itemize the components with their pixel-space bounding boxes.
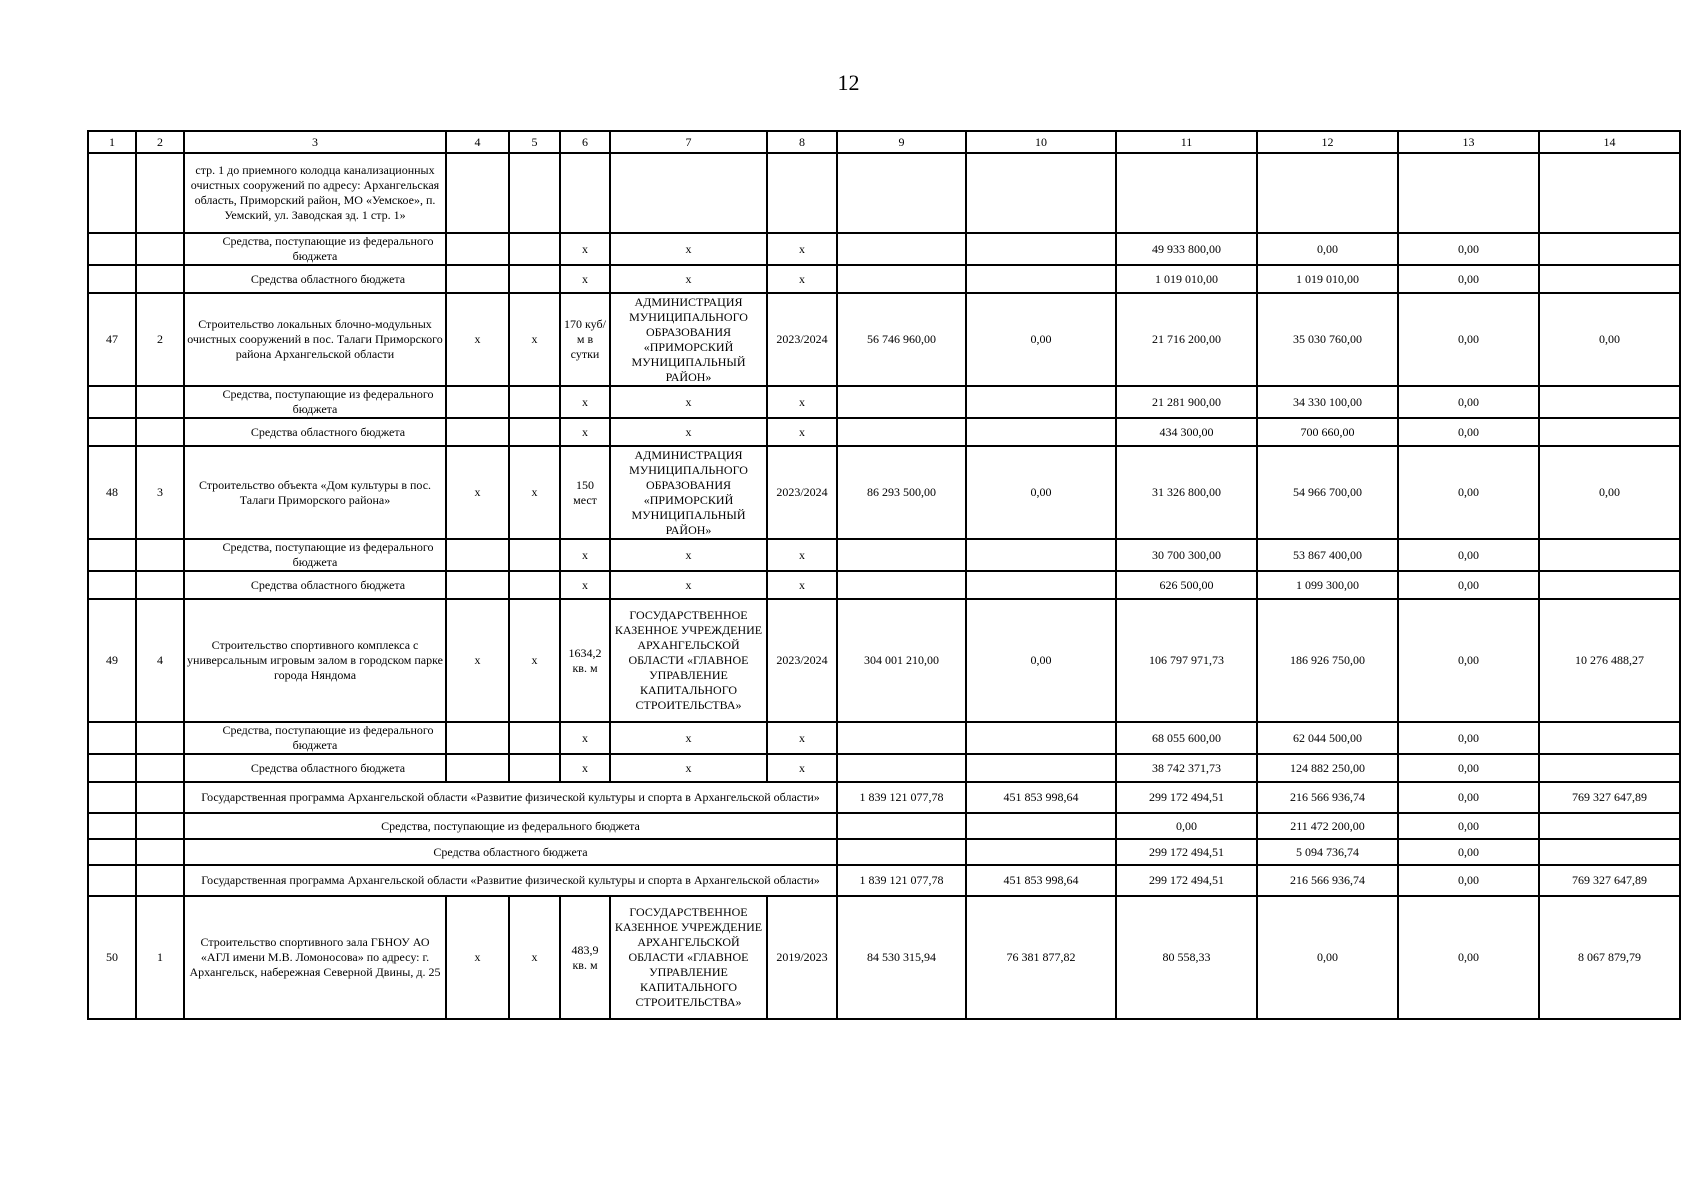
cell-col-4	[446, 571, 509, 599]
cell-col-13: 0,00	[1398, 813, 1539, 839]
column-header: 6	[560, 131, 610, 153]
cell-col-14: 8 067 879,79	[1539, 896, 1680, 1019]
cell-col-11: 80 558,33	[1116, 896, 1257, 1019]
cell-col-9: 304 001 210,00	[837, 599, 966, 722]
cell-col-10	[966, 386, 1116, 418]
cell-col-11: 21 281 900,00	[1116, 386, 1257, 418]
cell-col-14: 769 327 647,89	[1539, 782, 1680, 813]
cell-col-1	[88, 865, 136, 896]
cell-col-13: 0,00	[1398, 539, 1539, 571]
cell-col-5	[509, 265, 560, 293]
cell-col-5	[509, 418, 560, 446]
cell-col-1	[88, 782, 136, 813]
cell-col-12: 35 030 760,00	[1257, 293, 1398, 386]
cell-col-5	[509, 233, 560, 265]
table-row-source	[88, 386, 1680, 418]
cell-col-13: 0,00	[1398, 896, 1539, 1019]
cell-col-7: х	[610, 265, 767, 293]
cell-col-3: Государственная программа Архангельской области «Развитие физической культуры и спорта в Архангельской области»	[184, 865, 837, 896]
cell-col-1	[88, 722, 136, 754]
cell-col-1	[88, 153, 136, 233]
cell-col-2	[136, 865, 184, 896]
cell-col-6: х	[560, 754, 610, 782]
cell-col-10	[966, 754, 1116, 782]
cell-col-3: Средства областного бюджета	[184, 571, 446, 599]
cell-col-7: х	[610, 386, 767, 418]
cell-col-3: Строительство спортивного зала ГБНОУ АО «АГЛ имени М.В. Ломоносова» по адресу: г. Архангельск, набережная Северной Двины, д. 25	[184, 896, 446, 1019]
cell-col-1: 47	[88, 293, 136, 386]
cell-col-2	[136, 539, 184, 571]
table-row-source	[88, 265, 1680, 293]
table-row-source	[88, 722, 1680, 754]
cell-col-4	[446, 418, 509, 446]
cell-col-11: 30 700 300,00	[1116, 539, 1257, 571]
cell-col-14	[1539, 813, 1680, 839]
cell-col-11: 299 172 494,51	[1116, 782, 1257, 813]
cell-col-13	[1398, 153, 1539, 233]
cell-col-7	[610, 153, 767, 233]
cell-col-13: 0,00	[1398, 839, 1539, 865]
cell-col-3: стр. 1 до приемного колодца канализационных очистных сооружений по адресу: Архангельская область, Приморский район, МО «Уемское», п. Уемский, ул. Заводская зд. 1 стр. 1»	[184, 153, 446, 233]
cell-col-9	[837, 839, 966, 865]
column-header: 12	[1257, 131, 1398, 153]
cell-col-11: 68 055 600,00	[1116, 722, 1257, 754]
cell-col-14: 10 276 488,27	[1539, 599, 1680, 722]
cell-col-7: ГОСУДАРСТВЕННОЕ КАЗЕННОЕ УЧРЕЖДЕНИЕ АРХАНГЕЛЬСКОЙ ОБЛАСТИ «ГЛАВНОЕ УПРАВЛЕНИЕ КАПИТАЛЬНОГО СТРОИТЕЛЬСТВА»	[610, 599, 767, 722]
cell-col-13: 0,00	[1398, 418, 1539, 446]
cell-col-10	[966, 153, 1116, 233]
cell-col-11: 626 500,00	[1116, 571, 1257, 599]
cell-col-5: х	[509, 599, 560, 722]
cell-col-6: 170 куб/м в сутки	[560, 293, 610, 386]
cell-col-12: 54 966 700,00	[1257, 446, 1398, 539]
cell-col-6: х	[560, 386, 610, 418]
cell-col-11: 31 326 800,00	[1116, 446, 1257, 539]
table-body	[88, 131, 1680, 1019]
cell-col-14	[1539, 418, 1680, 446]
cell-col-14: 0,00	[1539, 293, 1680, 386]
cell-col-3: Строительство локальных блочно-модульных очистных сооружений в пос. Талаги Приморского района Архангельской области	[184, 293, 446, 386]
cell-col-10: 0,00	[966, 293, 1116, 386]
cell-col-12: 1 019 010,00	[1257, 265, 1398, 293]
cell-col-12	[1257, 153, 1398, 233]
cell-col-12: 1 099 300,00	[1257, 571, 1398, 599]
cell-col-10	[966, 418, 1116, 446]
cell-col-11: 299 172 494,51	[1116, 865, 1257, 896]
cell-col-3: Средства, поступающие из федерального бюджета	[184, 722, 446, 754]
cell-col-13: 0,00	[1398, 386, 1539, 418]
column-header: 5	[509, 131, 560, 153]
cell-col-2	[136, 722, 184, 754]
cell-col-2	[136, 233, 184, 265]
cell-col-4	[446, 265, 509, 293]
cell-col-1	[88, 813, 136, 839]
cell-col-11: 21 716 200,00	[1116, 293, 1257, 386]
cell-col-2	[136, 265, 184, 293]
cell-col-8: х	[767, 754, 837, 782]
cell-col-5: х	[509, 293, 560, 386]
cell-col-13: 0,00	[1398, 233, 1539, 265]
cell-col-10	[966, 233, 1116, 265]
cell-col-11: 1 019 010,00	[1116, 265, 1257, 293]
page-number: 12	[837, 70, 860, 95]
cell-col-9: 84 530 315,94	[837, 896, 966, 1019]
cell-col-13: 0,00	[1398, 446, 1539, 539]
cell-col-9	[837, 386, 966, 418]
cell-col-7: х	[610, 539, 767, 571]
cell-col-13: 0,00	[1398, 722, 1539, 754]
cell-col-6	[560, 153, 610, 233]
column-header: 9	[837, 131, 966, 153]
cell-col-14	[1539, 722, 1680, 754]
cell-col-2	[136, 571, 184, 599]
cell-col-3: Средства областного бюджета	[184, 839, 837, 865]
cell-col-8: х	[767, 233, 837, 265]
cell-col-8: х	[767, 418, 837, 446]
cell-col-4	[446, 153, 509, 233]
cell-col-13: 0,00	[1398, 571, 1539, 599]
cell-col-14	[1539, 754, 1680, 782]
budget-table	[87, 130, 1681, 1020]
cell-col-10: 76 381 877,82	[966, 896, 1116, 1019]
cell-col-1	[88, 839, 136, 865]
cell-col-10: 451 853 998,64	[966, 782, 1116, 813]
cell-col-4: х	[446, 446, 509, 539]
cell-col-7: АДМИНИСТРАЦИЯ МУНИЦИПАЛЬНОГО ОБРАЗОВАНИЯ «ПРИМОРСКИЙ МУНИЦИПАЛЬНЫЙ РАЙОН»	[610, 446, 767, 539]
cell-col-3: Средства, поступающие из федерального бюджета	[184, 813, 837, 839]
table-row-program	[88, 782, 1680, 813]
table-row-continuation	[88, 153, 1680, 233]
cell-col-10	[966, 539, 1116, 571]
cell-col-12: 34 330 100,00	[1257, 386, 1398, 418]
table-row-source	[88, 233, 1680, 265]
cell-col-12: 5 094 736,74	[1257, 839, 1398, 865]
cell-col-5	[509, 571, 560, 599]
cell-col-12: 216 566 936,74	[1257, 865, 1398, 896]
cell-col-3: Строительство объекта «Дом культуры в пос. Талаги Приморского района»	[184, 446, 446, 539]
cell-col-4: х	[446, 599, 509, 722]
cell-col-12: 700 660,00	[1257, 418, 1398, 446]
cell-col-10: 451 853 998,64	[966, 865, 1116, 896]
cell-col-8	[767, 153, 837, 233]
cell-col-1	[88, 539, 136, 571]
cell-col-6: х	[560, 233, 610, 265]
cell-col-6: 150 мест	[560, 446, 610, 539]
cell-col-2: 2	[136, 293, 184, 386]
table-row-object	[88, 896, 1680, 1019]
cell-col-14	[1539, 153, 1680, 233]
cell-col-10	[966, 813, 1116, 839]
column-header: 8	[767, 131, 837, 153]
cell-col-6: х	[560, 539, 610, 571]
cell-col-13: 0,00	[1398, 754, 1539, 782]
cell-col-12: 0,00	[1257, 233, 1398, 265]
cell-col-12: 53 867 400,00	[1257, 539, 1398, 571]
cell-col-10	[966, 722, 1116, 754]
column-header: 2	[136, 131, 184, 153]
cell-col-2: 3	[136, 446, 184, 539]
cell-col-6: 483,9 кв. м	[560, 896, 610, 1019]
cell-col-5	[509, 754, 560, 782]
cell-col-2	[136, 839, 184, 865]
cell-col-5	[509, 539, 560, 571]
cell-col-1: 48	[88, 446, 136, 539]
cell-col-14	[1539, 265, 1680, 293]
cell-col-7: ГОСУДАРСТВЕННОЕ КАЗЕННОЕ УЧРЕЖДЕНИЕ АРХАНГЕЛЬСКОЙ ОБЛАСТИ «ГЛАВНОЕ УПРАВЛЕНИЕ КАПИТАЛЬНОГО СТРОИТЕЛЬСТВА»	[610, 896, 767, 1019]
cell-col-14	[1539, 839, 1680, 865]
cell-col-5	[509, 722, 560, 754]
cell-col-3: Средства, поступающие из федерального бюджета	[184, 233, 446, 265]
cell-col-9	[837, 539, 966, 571]
cell-col-12: 62 044 500,00	[1257, 722, 1398, 754]
cell-col-8: х	[767, 539, 837, 571]
column-header: 3	[184, 131, 446, 153]
cell-col-3: Средства областного бюджета	[184, 754, 446, 782]
cell-col-7: х	[610, 722, 767, 754]
table-row-object	[88, 446, 1680, 539]
cell-col-1	[88, 386, 136, 418]
cell-col-1	[88, 754, 136, 782]
cell-col-11: 0,00	[1116, 813, 1257, 839]
column-header: 10	[966, 131, 1116, 153]
cell-col-6: х	[560, 722, 610, 754]
cell-col-9	[837, 813, 966, 839]
cell-col-9: 1 839 121 077,78	[837, 782, 966, 813]
cell-col-8: 2019/2023	[767, 896, 837, 1019]
table-row-object	[88, 599, 1680, 722]
cell-col-9	[837, 153, 966, 233]
cell-col-2: 4	[136, 599, 184, 722]
cell-col-8: х	[767, 571, 837, 599]
cell-col-10	[966, 265, 1116, 293]
cell-col-9	[837, 571, 966, 599]
cell-col-2	[136, 418, 184, 446]
cell-col-3: Средства, поступающие из федерального бюджета	[184, 539, 446, 571]
cell-col-6: х	[560, 265, 610, 293]
cell-col-13: 0,00	[1398, 265, 1539, 293]
cell-col-13: 0,00	[1398, 782, 1539, 813]
column-header: 4	[446, 131, 509, 153]
cell-col-6: 1634,2 кв. м	[560, 599, 610, 722]
cell-col-8: х	[767, 722, 837, 754]
cell-col-1	[88, 418, 136, 446]
cell-col-3: Государственная программа Архангельской области «Развитие физической культуры и спорта в Архангельской области»	[184, 782, 837, 813]
cell-col-12: 124 882 250,00	[1257, 754, 1398, 782]
cell-col-14	[1539, 233, 1680, 265]
cell-col-1: 50	[88, 896, 136, 1019]
table-row-source	[88, 754, 1680, 782]
cell-col-10	[966, 571, 1116, 599]
cell-col-13: 0,00	[1398, 865, 1539, 896]
cell-col-4: х	[446, 293, 509, 386]
cell-col-5: х	[509, 446, 560, 539]
cell-col-12: 0,00	[1257, 896, 1398, 1019]
cell-col-3: Средства областного бюджета	[184, 265, 446, 293]
column-header: 7	[610, 131, 767, 153]
table-row-source	[88, 418, 1680, 446]
cell-col-2	[136, 782, 184, 813]
cell-col-4	[446, 386, 509, 418]
cell-col-7: х	[610, 418, 767, 446]
cell-col-8: 2023/2024	[767, 599, 837, 722]
cell-col-10: 0,00	[966, 599, 1116, 722]
cell-col-12: 186 926 750,00	[1257, 599, 1398, 722]
cell-col-11: 106 797 971,73	[1116, 599, 1257, 722]
column-header: 1	[88, 131, 136, 153]
column-header: 11	[1116, 131, 1257, 153]
cell-col-9	[837, 722, 966, 754]
cell-col-10: 0,00	[966, 446, 1116, 539]
table-row-program-src	[88, 839, 1680, 865]
cell-col-3: Средства областного бюджета	[184, 418, 446, 446]
cell-col-9	[837, 754, 966, 782]
cell-col-5	[509, 153, 560, 233]
cell-col-2	[136, 813, 184, 839]
cell-col-2	[136, 386, 184, 418]
cell-col-7: х	[610, 571, 767, 599]
cell-col-11: 299 172 494,51	[1116, 839, 1257, 865]
table-row-object	[88, 293, 1680, 386]
cell-col-13: 0,00	[1398, 599, 1539, 722]
cell-col-4	[446, 722, 509, 754]
cell-col-7: АДМИНИСТРАЦИЯ МУНИЦИПАЛЬНОГО ОБРАЗОВАНИЯ «ПРИМОРСКИЙ МУНИЦИПАЛЬНЫЙ РАЙОН»	[610, 293, 767, 386]
cell-col-8: х	[767, 265, 837, 293]
cell-col-11	[1116, 153, 1257, 233]
cell-col-4	[446, 754, 509, 782]
table-row-source	[88, 571, 1680, 599]
cell-col-6: х	[560, 571, 610, 599]
cell-col-14: 769 327 647,89	[1539, 865, 1680, 896]
cell-col-9: 56 746 960,00	[837, 293, 966, 386]
cell-col-10	[966, 839, 1116, 865]
cell-col-7: х	[610, 754, 767, 782]
cell-col-5	[509, 386, 560, 418]
cell-col-13: 0,00	[1398, 293, 1539, 386]
cell-col-14	[1539, 539, 1680, 571]
cell-col-4	[446, 233, 509, 265]
cell-col-1: 49	[88, 599, 136, 722]
cell-col-9	[837, 265, 966, 293]
cell-col-12: 211 472 200,00	[1257, 813, 1398, 839]
cell-col-2	[136, 754, 184, 782]
cell-col-11: 38 742 371,73	[1116, 754, 1257, 782]
cell-col-5: х	[509, 896, 560, 1019]
cell-col-2	[136, 153, 184, 233]
cell-col-11: 49 933 800,00	[1116, 233, 1257, 265]
cell-col-8: 2023/2024	[767, 293, 837, 386]
cell-col-8: х	[767, 386, 837, 418]
table-row-program	[88, 865, 1680, 896]
table-row-source	[88, 539, 1680, 571]
cell-col-3: Средства, поступающие из федерального бюджета	[184, 386, 446, 418]
cell-col-7: х	[610, 233, 767, 265]
cell-col-14: 0,00	[1539, 446, 1680, 539]
cell-col-14	[1539, 386, 1680, 418]
cell-col-9: 1 839 121 077,78	[837, 865, 966, 896]
cell-col-12: 216 566 936,74	[1257, 782, 1398, 813]
cell-col-8: 2023/2024	[767, 446, 837, 539]
cell-col-14	[1539, 571, 1680, 599]
cell-col-1	[88, 265, 136, 293]
cell-col-4: х	[446, 896, 509, 1019]
cell-col-9	[837, 418, 966, 446]
column-header: 13	[1398, 131, 1539, 153]
cell-col-9	[837, 233, 966, 265]
cell-col-2: 1	[136, 896, 184, 1019]
cell-col-6: х	[560, 418, 610, 446]
cell-col-3: Строительство спортивного комплекса с универсальным игровым залом в городском парке города Няндома	[184, 599, 446, 722]
cell-col-1	[88, 233, 136, 265]
cell-col-1	[88, 571, 136, 599]
table-row-program-src	[88, 813, 1680, 839]
cell-col-9: 86 293 500,00	[837, 446, 966, 539]
cell-col-11: 434 300,00	[1116, 418, 1257, 446]
column-header: 14	[1539, 131, 1680, 153]
column-number-row	[88, 131, 1680, 153]
cell-col-4	[446, 539, 509, 571]
